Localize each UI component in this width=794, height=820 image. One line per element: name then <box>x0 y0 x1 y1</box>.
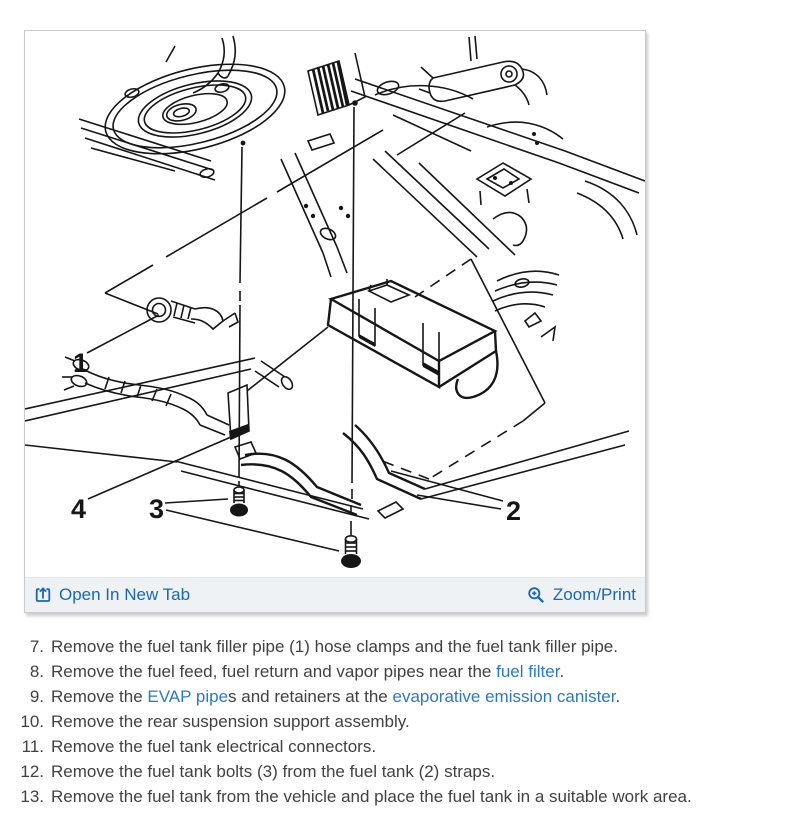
link-evap-pipe[interactable]: EVAP pipe <box>147 687 229 706</box>
fuel-tank-diagram <box>25 31 645 577</box>
step-number: 10. <box>20 712 44 731</box>
link-fuel-filter[interactable]: fuel filter <box>496 662 560 681</box>
open-in-new-tab-label: Open In New Tab <box>59 585 191 604</box>
right-chassis <box>351 79 645 257</box>
step-number: 12. <box>20 762 44 781</box>
open-in-new-tab-link[interactable] <box>34 585 190 605</box>
step-row <box>14 659 786 684</box>
step-row <box>14 784 786 809</box>
step-text: Remove the EVAP pipes and retainers at the evaporative emission canister. <box>51 687 621 706</box>
filler-hose <box>147 298 238 329</box>
callout-2: 2 <box>506 496 522 526</box>
right-bracket-and-spring <box>477 163 559 341</box>
tow-bracket <box>419 36 547 105</box>
link-evaporative-emission-canister[interactable]: evaporative emission canister <box>392 687 616 706</box>
step-text: Remove the rear suspension support assembly. <box>51 712 410 731</box>
magnifier-plus-icon <box>527 586 546 605</box>
step-number: 8. <box>29 662 44 681</box>
diagram-card <box>24 30 646 613</box>
step-row <box>14 634 786 659</box>
open-in-new-tab-icon <box>34 586 52 604</box>
step-number: 11. <box>21 737 44 756</box>
callout-4: 4 <box>71 494 87 524</box>
fuel-tank <box>228 279 497 439</box>
step-number: 7. <box>29 637 44 656</box>
figure-toolbar <box>25 577 645 612</box>
step-text: Remove the fuel tank from the vehicle and place the fuel tank in a suitable work area. <box>51 787 692 806</box>
step-number: 13. <box>20 787 44 806</box>
step-row <box>14 759 786 784</box>
step-text: Remove the fuel tank filler pipe (1) hose clamps and the fuel tank filler pipe. <box>51 637 618 656</box>
step-row <box>14 734 786 759</box>
hatched-shield-block <box>308 53 365 115</box>
step-row <box>14 709 786 734</box>
step-text: Remove the fuel tank electrical connectors. <box>51 737 377 756</box>
zoom-print-label: Zoom/Print <box>552 585 636 604</box>
vapor-pipe <box>255 361 295 391</box>
step-row <box>14 684 786 709</box>
step-text: Remove the fuel tank bolts (3) from the fuel tank (2) straps. <box>51 762 496 781</box>
steps-list <box>14 634 786 809</box>
step-number: 9. <box>29 687 44 706</box>
leader-bolt-front <box>230 141 248 517</box>
zoom-print-link[interactable] <box>527 585 636 605</box>
callout-3: 3 <box>149 494 165 524</box>
tank-straps <box>25 358 629 519</box>
callout-1: 1 <box>73 348 89 378</box>
step-text: Remove the fuel feed, fuel return and vapor pipes near the fuel filter. <box>51 662 565 681</box>
